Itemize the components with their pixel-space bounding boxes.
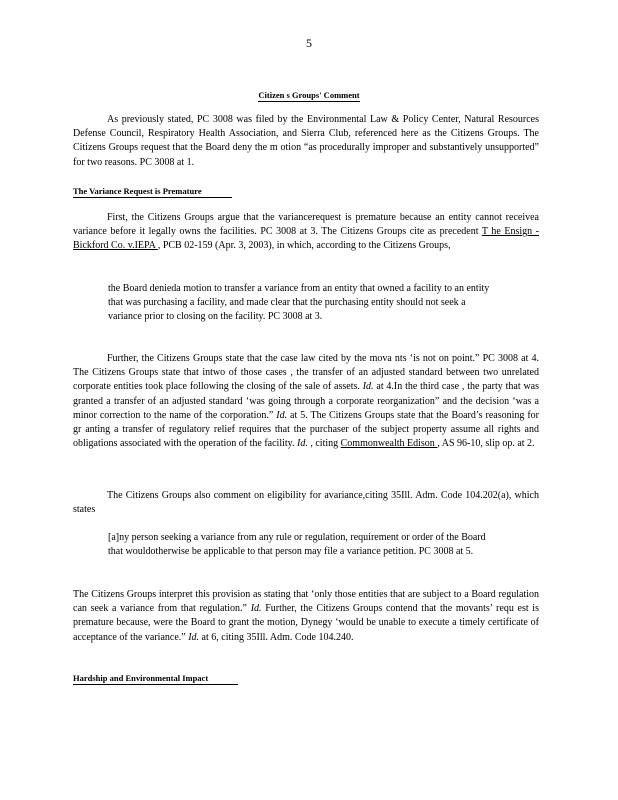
id-citation: Id. — [362, 381, 374, 393]
heading-text: The Variance Request is Premature — [73, 186, 232, 198]
paragraph-text: The Citizens Groups also comment on eligibility for avariance,citing 35Ill. Adm. Code 104.202(a), which states — [73, 490, 539, 516]
id-citation: Id. — [188, 631, 200, 643]
paragraph-text: The Citizens Groups interpret this provision as stating that ‘only those entities that are subject to a Board regulation can seek a variance from that regulation.” — [73, 589, 539, 615]
case-citation: Commonwealth Edison — [340, 438, 438, 450]
paragraph-text: Further, the Citizens Groups contend that the movants’ requ est is premature because, were the Board to grant the motion, Dynegy ‘would be unable to execute a timely certificate of acceptance of the variance.” — [73, 603, 539, 643]
section-heading-citizens-comment — [0, 90, 618, 100]
paragraph-text: at 4.In the third case , the party that was granted a transfer of an adjusted standard ‘was going through a corporate reorganization” and the decision ‘was a minor correction to the name of the corporation.” — [73, 381, 539, 421]
paragraph-eligibility — [73, 489, 539, 517]
paragraph-text: As previously stated, PC 3008 was filed by the Environmental Law & Policy Center, Natural Resources Defense Council, Respiratory Health Association, and Sierra Club, referenced here as the Citizens Groups. The Citizens Groups request that the Board deny the m otion “as procedurally improper and substantively unsupported” for two reasons. PC 3008 at 1. — [73, 114, 539, 168]
case-citation: T he Ensign -Bickford Co. v.IEPA — [73, 226, 540, 252]
page-number: 5 — [306, 36, 312, 50]
block-quote-ensign-bickford — [108, 282, 492, 325]
paragraph-text: First, the Citizens Groups argue that the variancerequest is premature because an entity cannot receivea variance before it legally owns the facilities. PC 3008 at 3. The Citizens Groups cite as precedent — [73, 212, 539, 238]
quote-text: the Board denieda motion to transfer a variance from an entity that owned a facility to an entity that was purchasing a facility, and made clear that the purchasing entity should not seek a variance prior to closing on the facility. PC 3008 at 3. — [108, 283, 490, 323]
quote-text: [a]ny person seeking a variance from any rule or regulation, requirement or order of the Board that wouldotherwise be applicable to that person may file a variance petition. PC 3008 at 5. — [108, 532, 486, 558]
paragraph-interpretation — [73, 588, 539, 645]
paragraph-text: Further, the Citizens Groups state that the case law cited by the mova nts ‘is not on point.” PC 3008 at 4. The Citizens Groups state that intwo of those cases , the transfer of an adjusted standard between two unrelated corporate entities took place following the closing of the sale of assets. — [73, 353, 539, 393]
paragraph-text: at 5. The Citizens Groups state that the Board’s reasoning for gr anting a transfer of regulatory relief requires that the purchaser of the subject property assume all rights and obligations associated with the operation of the facility. — [73, 409, 539, 450]
paragraph-text: at 6, citing 35Ill. Adm. Code 104.240. — [199, 631, 354, 643]
block-quote-104-202 — [108, 531, 492, 559]
id-citation: Id. — [276, 409, 288, 421]
subheading-variance-premature — [73, 186, 232, 196]
heading-text: Hardship and Environmental Impact — [73, 673, 238, 685]
paragraph-case-law — [73, 352, 539, 451]
paragraph-text: , citing — [307, 438, 341, 450]
paragraph-text: , AS 96-10, slip op. at 2. — [437, 438, 535, 450]
paragraph-premature-argument — [73, 211, 539, 254]
id-citation: Id. — [297, 438, 308, 450]
id-citation: Id. — [250, 603, 262, 615]
paragraph-text: , PCB 02-159 (Apr. 3, 2003), in which, according to the Citizens Groups, — [157, 240, 451, 252]
paragraph-intro — [73, 113, 539, 170]
heading-text: Citizen s Groups' Comment — [258, 90, 360, 100]
subheading-hardship — [73, 673, 238, 683]
